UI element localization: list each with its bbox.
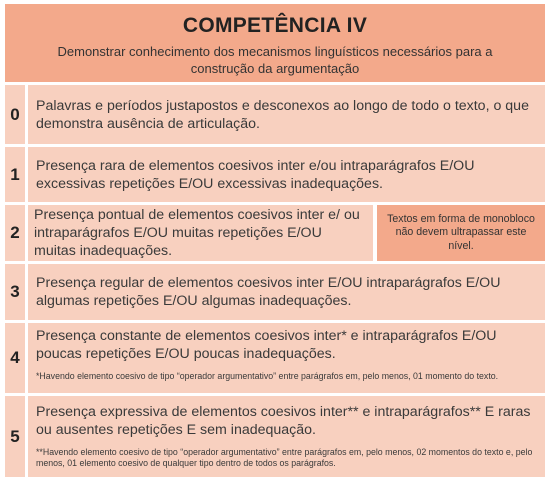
level-footnote: **Havendo elemento coesivo de tipo “operador argumentativo” entre parágrafos em, pelo menos, 02 momentos do texto e, pelo menos, 01 elemento coesivo de qualquer tipo dentro de todos os parágrafos.	[36, 447, 533, 468]
level-number: 4	[5, 323, 25, 393]
level-description-cell	[28, 396, 545, 477]
level-row-1	[5, 147, 545, 202]
table-header	[5, 4, 545, 82]
level-number: 3	[5, 264, 25, 320]
level-description: Palavras e períodos justapostos e desconexos ao longo de todo o texto, o que demonstra ausência de articulação.	[36, 97, 529, 132]
level-description-cell	[28, 205, 373, 261]
level-number: 1	[5, 147, 25, 202]
level-description: Presença expressiva de elementos coesivos inter** e intraparágrafos** E raras ou ausentes repetições E sem inadequação.	[36, 404, 531, 438]
level-description-cell	[28, 264, 545, 320]
level-row-4	[5, 323, 545, 393]
level-description-cell	[28, 147, 545, 202]
level-description: Presença pontual de elementos coesivos inter e/ ou intraparágrafos E/OU muitas repetições E/OU muitas inadequações.	[34, 207, 360, 259]
header-subtitle: Demonstrar conhecimento dos mecanismos linguísticos necessários para a construção da argumentação	[57, 44, 493, 76]
level-number: 2	[5, 205, 25, 261]
level-row-3	[5, 264, 545, 320]
level-footnote: *Havendo elemento coesivo de tipo “operador argumentativo” entre parágrafos em, pelo menos, 01 momento do texto.	[36, 371, 499, 381]
level-row-5	[5, 396, 545, 477]
level-description-cell	[28, 85, 545, 144]
level-row-2	[5, 205, 545, 261]
level-number: 0	[5, 85, 25, 144]
level-description: Presença regular de elementos coesivos inter E/OU intraparágrafos E/OU algumas repetições E/OU algumas inadequações.	[36, 275, 501, 309]
level-row-0	[5, 85, 545, 144]
level-number: 5	[5, 396, 25, 477]
monobloco-note: Textos em forma de monobloco não devem ultrapassar este nível.	[377, 205, 545, 261]
competencia-table	[5, 4, 545, 477]
level-description-cell	[28, 323, 545, 393]
level-description: Presença constante de elementos coesivos inter* e intraparágrafos E/OU poucas repetições E/OU poucas inadequações.	[36, 328, 497, 362]
header-title: COMPETÊNCIA IV	[182, 14, 368, 37]
level-description: Presença rara de elementos coesivos inter e/ou intraparágrafos E/OU excessivas repetições E/OU excessivas inadequações.	[36, 157, 475, 192]
